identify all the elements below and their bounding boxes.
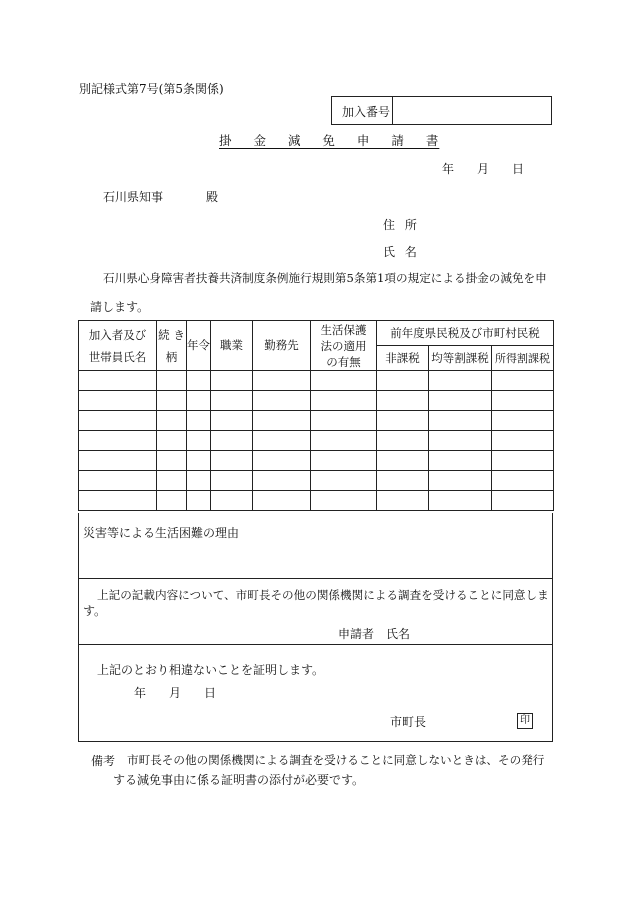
table-cell[interactable] bbox=[157, 371, 187, 391]
table-cell[interactable] bbox=[211, 491, 253, 511]
disaster-reason-label: 災害等による生活困難の理由 bbox=[83, 526, 240, 540]
table-cell[interactable] bbox=[311, 411, 377, 431]
seal-mark: 印 bbox=[517, 713, 533, 729]
table-row bbox=[79, 371, 554, 391]
table-cell[interactable] bbox=[79, 431, 157, 451]
table-cell[interactable] bbox=[311, 431, 377, 451]
table-cell[interactable] bbox=[492, 451, 554, 471]
table-cell[interactable] bbox=[377, 491, 429, 511]
table-cell[interactable] bbox=[79, 451, 157, 471]
honorific: 殿 bbox=[206, 190, 219, 204]
addressee: 石川県知事 bbox=[103, 190, 164, 204]
header-relationship: 続 き 柄 bbox=[157, 321, 187, 371]
date-day: 日 bbox=[512, 162, 525, 176]
table-cell[interactable] bbox=[492, 491, 554, 511]
certify-day: 日 bbox=[204, 686, 217, 700]
note-line1: 市町長その他の関係機関による調査を受けることに同意しないときは、その発行 bbox=[127, 753, 545, 767]
table-cell[interactable] bbox=[253, 371, 311, 391]
table-cell[interactable] bbox=[187, 371, 211, 391]
table-cell[interactable] bbox=[429, 431, 492, 451]
table-cell[interactable] bbox=[492, 371, 554, 391]
table-cell[interactable] bbox=[429, 391, 492, 411]
table-cell[interactable] bbox=[311, 471, 377, 491]
header-tax-exempt: 非課税 bbox=[377, 346, 429, 371]
table-cell[interactable] bbox=[187, 491, 211, 511]
applicant-name-label: 申請者 氏名 bbox=[338, 627, 411, 641]
table-cell[interactable] bbox=[157, 491, 187, 511]
table-cell[interactable] bbox=[157, 391, 187, 411]
table-cell[interactable] bbox=[253, 431, 311, 451]
table-cell[interactable] bbox=[157, 451, 187, 471]
header-tax-income: 所得割課税 bbox=[492, 346, 554, 371]
table-cell[interactable] bbox=[187, 471, 211, 491]
note-label: 備考 bbox=[91, 754, 116, 768]
table-cell[interactable] bbox=[492, 411, 554, 431]
table-cell[interactable] bbox=[211, 471, 253, 491]
table-row bbox=[79, 411, 554, 431]
header-occupation: 職業 bbox=[211, 321, 253, 371]
date-year: 年 bbox=[442, 162, 455, 176]
header-tax-group: 前年度県民税及び市町村民税 bbox=[377, 321, 554, 346]
table-cell[interactable] bbox=[492, 431, 554, 451]
table-cell[interactable] bbox=[253, 471, 311, 491]
table-cell[interactable] bbox=[429, 411, 492, 431]
table-cell[interactable] bbox=[79, 391, 157, 411]
certification-text: 上記のとおり相違ないことを証明します。 bbox=[97, 663, 325, 677]
note-line2: する減免事由に係る証明書の添付が必要です。 bbox=[113, 773, 365, 787]
consent-text-line1: 上記の記載内容について、市町長その他の関係機関による調査を受けることに同意しま bbox=[97, 588, 549, 602]
table-cell[interactable] bbox=[157, 411, 187, 431]
table-cell[interactable] bbox=[253, 491, 311, 511]
table-cell[interactable] bbox=[187, 451, 211, 471]
name-label: 氏 名 bbox=[383, 245, 417, 259]
membership-label: 加入番号 bbox=[342, 105, 391, 119]
table-cell[interactable] bbox=[187, 391, 211, 411]
header-member-name: 加入者及び 世帯員氏名 bbox=[79, 321, 157, 371]
table-cell[interactable] bbox=[79, 411, 157, 431]
disaster-reason-box bbox=[78, 513, 553, 579]
table-cell[interactable] bbox=[79, 491, 157, 511]
table-cell[interactable] bbox=[429, 451, 492, 471]
membership-number-field[interactable] bbox=[398, 103, 538, 119]
table-cell[interactable] bbox=[377, 371, 429, 391]
table-cell[interactable] bbox=[429, 491, 492, 511]
form-title: 掛 金 減 免 申 請 書 bbox=[219, 133, 440, 148]
header-workplace: 勤務先 bbox=[253, 321, 311, 371]
table-row bbox=[79, 451, 554, 471]
table-cell[interactable] bbox=[211, 411, 253, 431]
table-row bbox=[79, 471, 554, 491]
table-cell[interactable] bbox=[311, 451, 377, 471]
table-cell[interactable] bbox=[187, 411, 211, 431]
table-cell[interactable] bbox=[377, 411, 429, 431]
table-cell[interactable] bbox=[429, 371, 492, 391]
membership-divider bbox=[392, 97, 393, 124]
table-cell[interactable] bbox=[253, 411, 311, 431]
table-cell[interactable] bbox=[429, 471, 492, 491]
table-cell[interactable] bbox=[211, 391, 253, 411]
table-cell[interactable] bbox=[157, 471, 187, 491]
table-cell[interactable] bbox=[377, 471, 429, 491]
address-label: 住 所 bbox=[383, 218, 417, 232]
table-cell[interactable] bbox=[311, 371, 377, 391]
table-cell[interactable] bbox=[79, 471, 157, 491]
table-cell[interactable] bbox=[211, 451, 253, 471]
body-text-line1: 石川県心身障害者扶養共済制度条例施行規則第5条第1項の規定による掛金の減免を申 bbox=[103, 271, 547, 285]
certify-month: 月 bbox=[169, 686, 182, 700]
table-cell[interactable] bbox=[157, 431, 187, 451]
table-cell[interactable] bbox=[377, 391, 429, 411]
header-tax-equal: 均等割課税 bbox=[429, 346, 492, 371]
body-text-line2: 請します。 bbox=[90, 300, 150, 314]
certification-box bbox=[78, 644, 553, 742]
table-cell[interactable] bbox=[253, 451, 311, 471]
table-cell[interactable] bbox=[211, 371, 253, 391]
header-welfare: 生活保護 法の適用 の有無 bbox=[311, 321, 377, 371]
form-reference: 別記様式第7号(第5条関係) bbox=[79, 82, 224, 96]
consent-text-line2: す。 bbox=[83, 604, 107, 618]
table-cell[interactable] bbox=[492, 391, 554, 411]
table-cell[interactable] bbox=[377, 431, 429, 451]
household-table bbox=[78, 320, 554, 511]
table-row bbox=[79, 491, 554, 511]
table-row bbox=[79, 431, 554, 451]
table-cell[interactable] bbox=[311, 491, 377, 511]
table-cell[interactable] bbox=[187, 431, 211, 451]
consent-box bbox=[78, 578, 553, 645]
table-cell[interactable] bbox=[79, 371, 157, 391]
certify-year: 年 bbox=[134, 686, 147, 700]
table-cell[interactable] bbox=[211, 431, 253, 451]
date-month: 月 bbox=[477, 162, 490, 176]
table-cell[interactable] bbox=[311, 391, 377, 411]
header-age: 年令 bbox=[187, 321, 211, 371]
membership-number-box bbox=[331, 96, 552, 125]
table-cell[interactable] bbox=[492, 471, 554, 491]
mayor-label: 市町長 bbox=[390, 715, 427, 729]
table-row bbox=[79, 391, 554, 411]
table-cell[interactable] bbox=[377, 451, 429, 471]
table-cell[interactable] bbox=[253, 391, 311, 411]
